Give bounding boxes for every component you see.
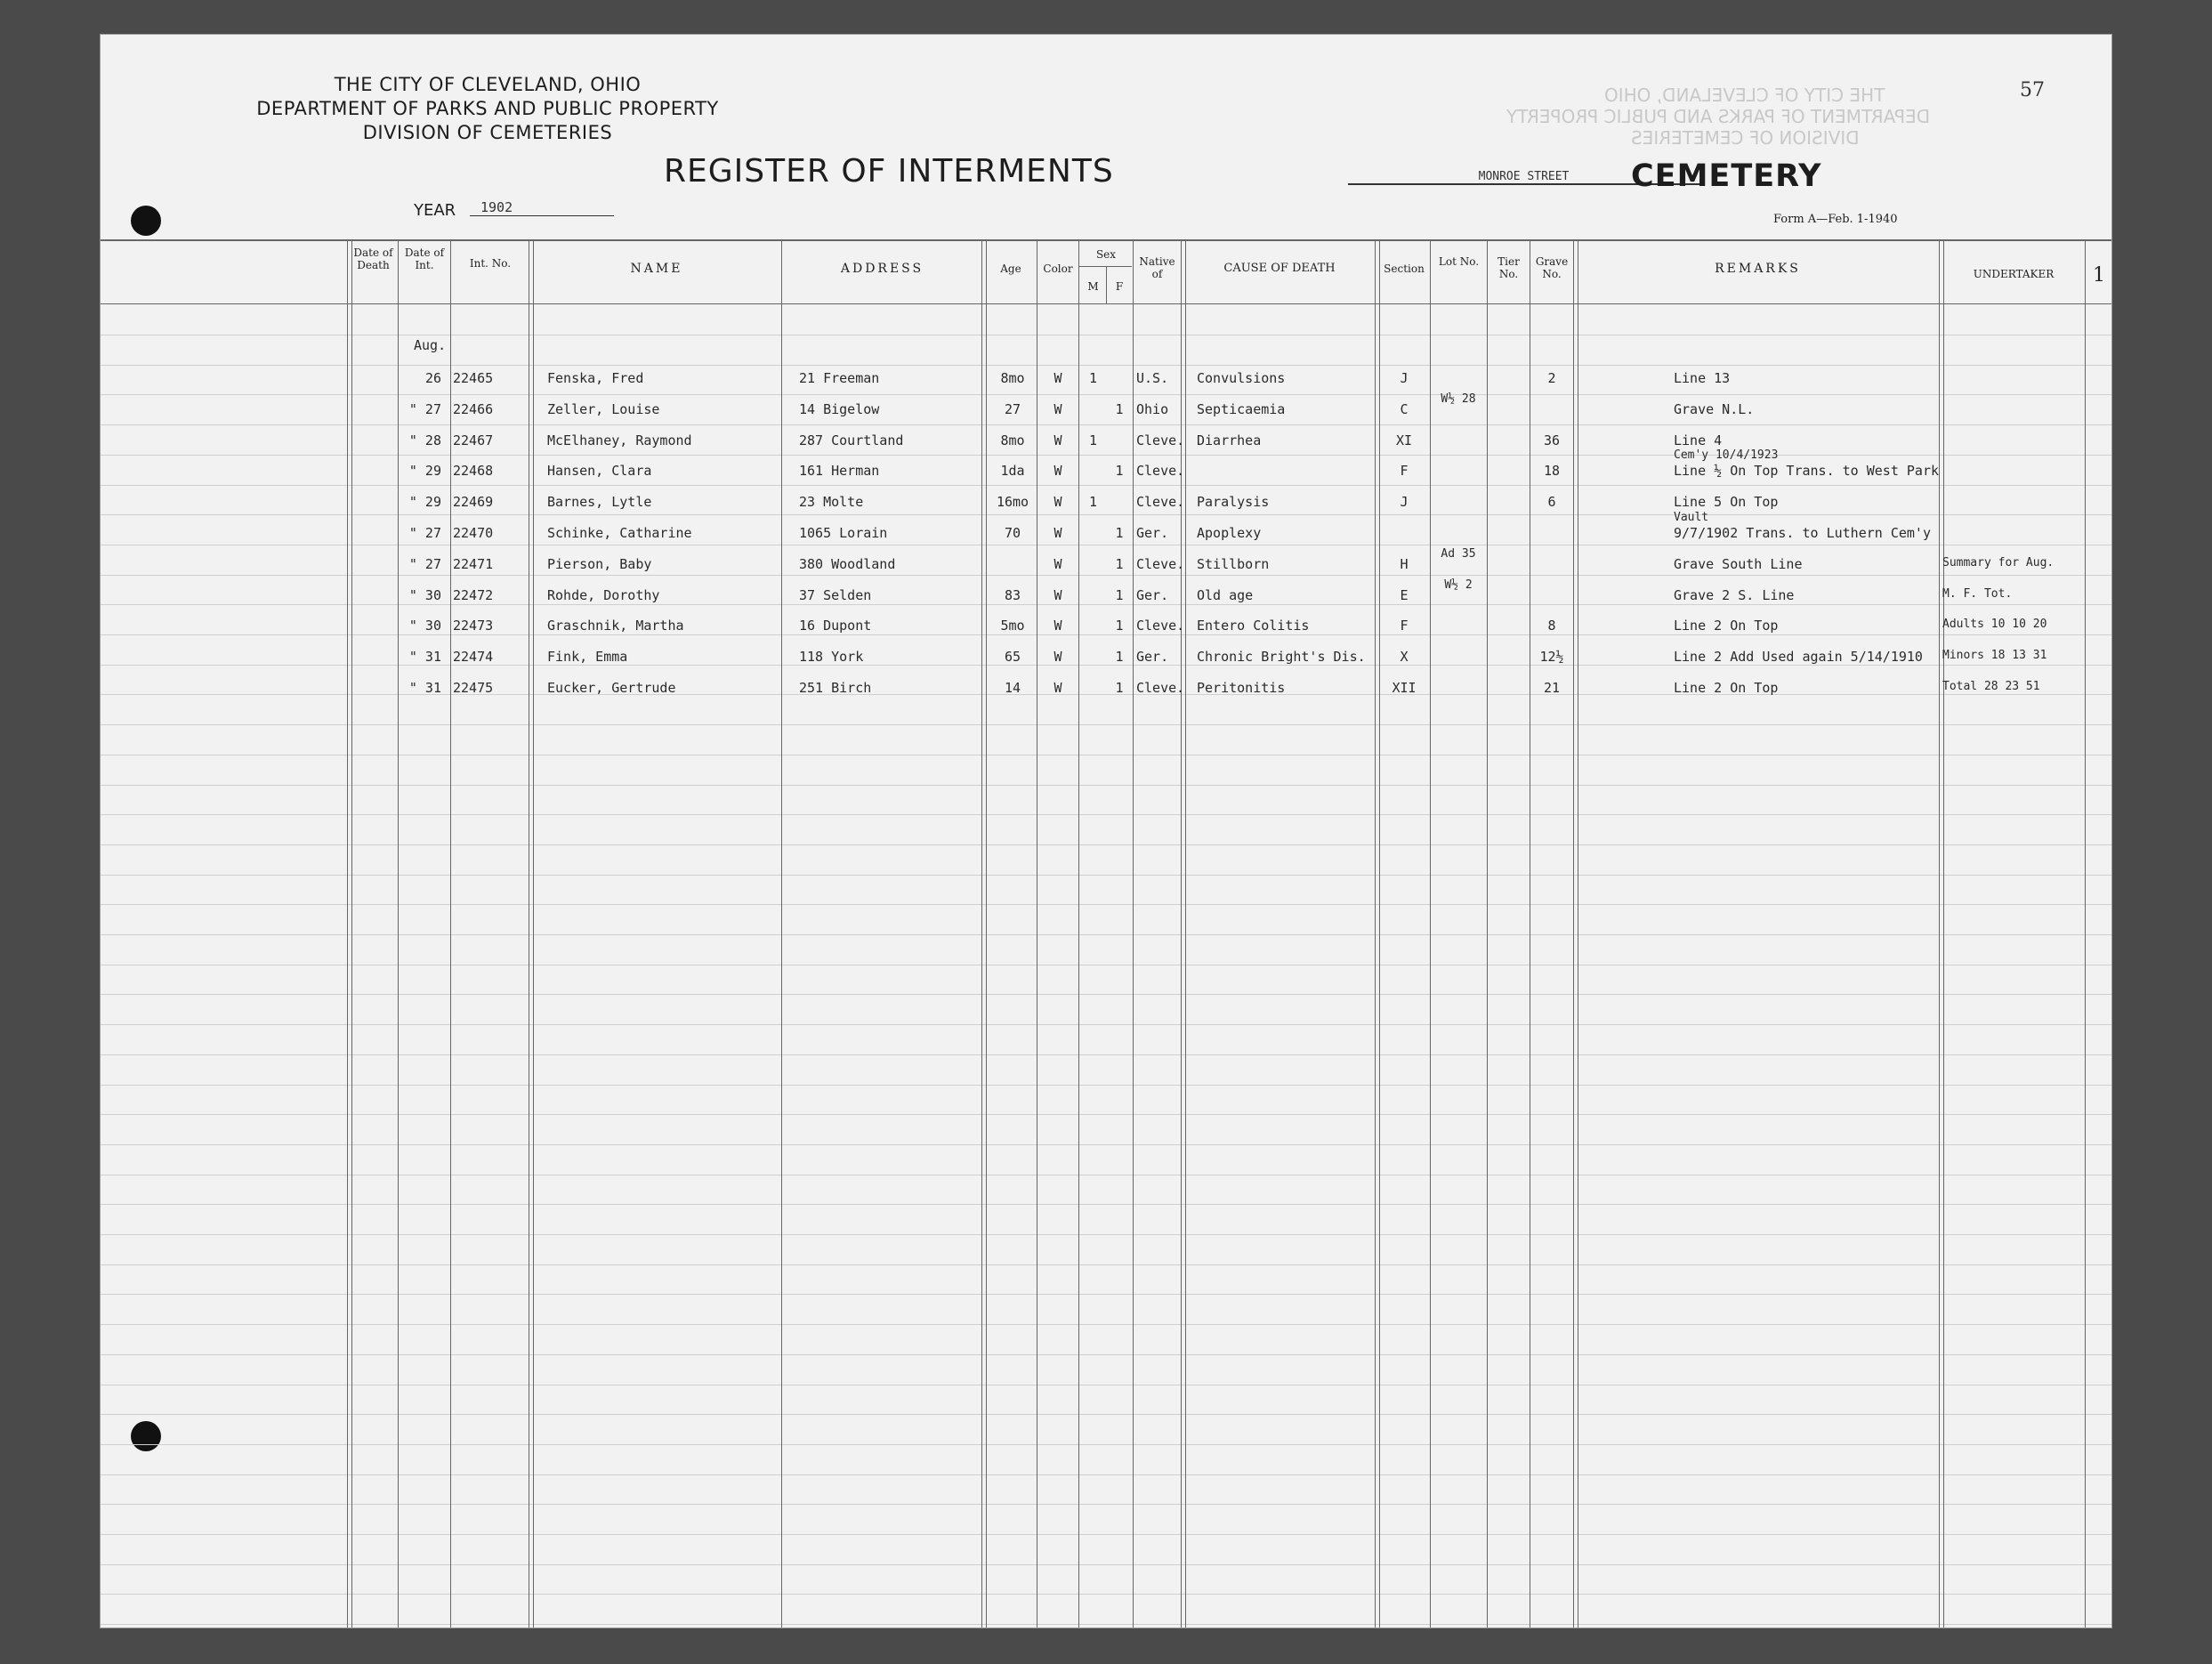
cell-native: Ger. <box>1136 649 1169 666</box>
cell-undertaker: Total 28 23 51 <box>1942 680 2040 693</box>
cell-section: J <box>1400 494 1409 511</box>
cell-address: 37 Selden <box>799 586 872 603</box>
month-label: Aug. <box>414 337 447 353</box>
cell-int-no: 22473 <box>453 618 494 634</box>
division-heading: DIVISION OF CEMETERIES <box>362 122 613 143</box>
cell-section: C <box>1400 400 1409 417</box>
cell-name: Fink, Emma <box>547 649 628 666</box>
cell-sex-f: 1 <box>1115 525 1124 541</box>
cell-int-no: 22468 <box>453 463 494 480</box>
cell-age: 5mo <box>1000 618 1025 634</box>
cell-native: Cleve. <box>1136 494 1185 511</box>
cell-sex-f: 1 <box>1115 618 1124 634</box>
col-age: Age <box>1000 263 1021 275</box>
cell-int-no: 22465 <box>453 370 494 386</box>
cell-date-of-int: " 28 <box>408 432 441 448</box>
cell-age: 14 <box>1004 680 1021 696</box>
cell-grave: 21 <box>1543 680 1561 696</box>
cell-native: U.S. <box>1136 370 1169 386</box>
cell-address: 14 Bigelow <box>799 400 880 417</box>
cell-name: Schinke, Catharine <box>547 525 692 541</box>
cell-color: W <box>1054 525 1062 541</box>
cell-name: Pierson, Baby <box>547 555 652 572</box>
cell-date-of-int: " 31 <box>408 649 441 666</box>
cell-native: Cleve. <box>1136 618 1185 634</box>
cell-date-of-int: " 27 <box>408 555 441 572</box>
col-tier: Tier No. <box>1498 255 1520 280</box>
cell-cause: Old age <box>1197 586 1254 603</box>
cell-name: Hansen, Clara <box>547 463 652 480</box>
cell-remarks: Line ½ On Top Trans. to West Park <box>1674 463 1940 480</box>
cell-remarks: Grave 2 S. Line <box>1674 586 1795 603</box>
cell-remarks-top: Vault <box>1674 511 1709 524</box>
cell-cause: Stillborn <box>1197 555 1270 572</box>
cell-color: W <box>1054 400 1062 417</box>
page-title: REGISTER OF INTERMENTS <box>664 153 1114 190</box>
cell-remarks-top: Cem'y 10/4/1923 <box>1674 448 1779 463</box>
cell-sex-m: 1 <box>1088 370 1098 386</box>
cell-age: 8mo <box>1000 432 1025 448</box>
col-color: Color <box>1043 263 1073 275</box>
cell-remarks: Line 2 On Top <box>1674 680 1779 696</box>
cell-age: 70 <box>1004 525 1021 541</box>
cell-remarks: 9/7/1902 Trans. to Luthern Cem'y <box>1674 525 1931 541</box>
cell-cause: Peritonitis <box>1197 680 1286 696</box>
cell-color: W <box>1054 555 1062 572</box>
cell-date-of-int: " 30 <box>408 586 441 603</box>
cell-remarks: Grave N.L. <box>1674 400 1755 417</box>
year-label: YEAR <box>414 201 456 220</box>
cell-date-of-int: " 31 <box>408 680 441 696</box>
col-sex-m: M <box>1087 280 1099 293</box>
cell-age: 8mo <box>1000 370 1025 386</box>
col-date-of-int: Date of Int. <box>404 246 445 271</box>
cell-cause: Chronic Bright's Dis. <box>1197 649 1366 666</box>
cell-name: Rohde, Dorothy <box>547 586 660 603</box>
cell-native: Cleve. <box>1136 555 1185 572</box>
cell-lot: Ad 35 <box>1441 546 1476 561</box>
cell-section: X <box>1400 649 1409 666</box>
cell-remarks: Line 5 On Top <box>1674 494 1779 511</box>
cell-date-of-int: " 29 <box>408 494 441 511</box>
cell-name: Zeller, Louise <box>547 400 660 417</box>
col-int-no: Int. No. <box>469 257 512 270</box>
cell-grave: 36 <box>1543 432 1561 448</box>
cell-cause: Apoplexy <box>1197 525 1262 541</box>
cell-native: Cleve. <box>1136 680 1185 696</box>
cell-address: 21 Freeman <box>799 370 880 386</box>
cell-remarks: Grave South Line <box>1674 555 1803 572</box>
form-number: Form A—Feb. 1-1940 <box>1773 213 1898 226</box>
cell-undertaker: Minors 18 13 31 <box>1942 649 2047 663</box>
cell-address: 287 Courtland <box>799 432 904 448</box>
cell-grave: 18 <box>1543 463 1561 480</box>
cell-color: W <box>1054 618 1062 634</box>
cell-cause: Diarrhea <box>1197 432 1262 448</box>
col-date-of-death: Date of Death <box>353 246 393 271</box>
cell-section: F <box>1400 618 1409 634</box>
cell-section: XII <box>1392 680 1417 696</box>
cell-name: Eucker, Gertrude <box>547 680 676 696</box>
col-native: Native of <box>1139 255 1175 280</box>
cell-color: W <box>1054 432 1062 448</box>
cell-color: W <box>1054 649 1062 666</box>
cell-date-of-int: " 27 <box>408 400 441 417</box>
interments-table <box>101 239 2111 1628</box>
binder-hole-top <box>131 206 161 236</box>
cell-grave: 12½ <box>1539 649 1564 666</box>
cell-sex-f: 1 <box>1115 586 1124 603</box>
cell-lot: W½ 2 <box>1444 578 1473 592</box>
cell-remarks: Line 13 <box>1674 370 1731 386</box>
col-name: NAME <box>630 262 683 276</box>
cell-remarks: Line 2 On Top <box>1674 618 1779 634</box>
cell-color: W <box>1054 463 1062 480</box>
cell-sex-f: 1 <box>1115 555 1124 572</box>
col-cause: CAUSE OF DEATH <box>1223 262 1336 275</box>
bleed-through: DIVISION OF CEMETERIES <box>1631 127 1860 149</box>
cell-sex-f: 1 <box>1115 463 1124 480</box>
cell-native: Cleve. <box>1136 463 1185 480</box>
cell-color: W <box>1054 494 1062 511</box>
cell-section: F <box>1400 463 1409 480</box>
cell-sex-f: 1 <box>1115 649 1124 666</box>
cell-cause: Septicaemia <box>1197 400 1286 417</box>
cell-cause: Convulsions <box>1197 370 1286 386</box>
cell-sex-m: 1 <box>1088 432 1098 448</box>
cell-grave: 6 <box>1547 494 1556 511</box>
cell-color: W <box>1054 370 1062 386</box>
cell-color: W <box>1054 680 1062 696</box>
cell-cause: Entero Colitis <box>1197 618 1310 634</box>
cell-int-no: 22467 <box>453 432 494 448</box>
cell-native: Ohio <box>1136 400 1169 417</box>
cell-name: Barnes, Lytle <box>547 494 652 511</box>
cell-lot: W½ 28 <box>1441 392 1476 406</box>
cell-remarks: Line 2 Add Used again 5/14/1910 <box>1674 649 1923 666</box>
cell-section: E <box>1400 586 1409 603</box>
cell-int-no: 22472 <box>453 586 494 603</box>
cell-address: 16 Dupont <box>799 618 872 634</box>
cell-age: 1da <box>1000 463 1025 480</box>
cell-age: 83 <box>1004 586 1021 603</box>
cell-undertaker: Summary for Aug. <box>1942 555 2055 569</box>
cell-grave: 2 <box>1547 370 1556 386</box>
cell-int-no: 22470 <box>453 525 494 541</box>
col-undertaker: UNDERTAKER <box>1973 268 2055 280</box>
col-remarks: REMARKS <box>1715 262 1801 276</box>
col-lot: Lot No. <box>1438 255 1480 268</box>
cell-age: 65 <box>1004 649 1021 666</box>
cell-grave: 8 <box>1547 618 1556 634</box>
bleed-through: DEPARTMENT OF PARKS AND PUBLIC PROPERTY <box>1506 106 1931 127</box>
cell-int-no: 22466 <box>453 400 494 417</box>
cell-section: J <box>1400 370 1409 386</box>
cell-undertaker: M. F. Tot. <box>1942 586 2013 601</box>
cell-native: Ger. <box>1136 525 1169 541</box>
cell-date-of-int: " 30 <box>408 618 441 634</box>
cell-address: 1065 Lorain <box>799 525 888 541</box>
register-page <box>100 34 2112 1628</box>
cell-name: Graschnik, Martha <box>547 618 684 634</box>
city-heading: THE CITY OF CLEVELAND, OHIO <box>334 74 642 95</box>
cemetery-name: MONROE STREET <box>1348 170 1699 185</box>
cell-address: 380 Woodland <box>799 555 896 572</box>
cell-cause: Paralysis <box>1197 494 1270 511</box>
cell-address: 251 Birch <box>799 680 872 696</box>
col-address: ADDRESS <box>840 262 924 276</box>
cell-sex-f: 1 <box>1115 680 1124 696</box>
cell-section: H <box>1400 555 1409 572</box>
cell-native: Cleve. <box>1136 432 1185 448</box>
cell-int-no: 22471 <box>453 555 494 572</box>
cell-age: 16mo <box>996 494 1029 511</box>
bleed-through: THE CITY OF CLEVELAND, OHIO <box>1604 85 1885 106</box>
cell-date-of-int: 26 <box>424 370 441 386</box>
cell-address: 118 York <box>799 649 864 666</box>
cell-sex-f: 1 <box>1115 400 1124 417</box>
cell-int-no: 22474 <box>453 649 494 666</box>
cell-name: Fenska, Fred <box>547 370 644 386</box>
cell-age: 27 <box>1004 400 1021 417</box>
cell-name: McElhaney, Raymond <box>547 432 692 448</box>
department-heading: DEPARTMENT OF PARKS AND PUBLIC PROPERTY <box>256 98 719 119</box>
cell-sex-m: 1 <box>1088 494 1098 511</box>
col-sex-f: F <box>1115 280 1124 293</box>
page-number: 57 <box>2020 79 2045 101</box>
cell-int-no: 22469 <box>453 494 494 511</box>
cell-undertaker: Adults 10 10 20 <box>1942 618 2047 632</box>
cemetery-label: CEMETERY <box>1631 158 1822 194</box>
cell-date-of-int: " 29 <box>408 463 441 480</box>
header-divider <box>101 303 2111 304</box>
cell-section: XI <box>1395 432 1413 448</box>
col-section: Section <box>1384 263 1425 275</box>
cell-color: W <box>1054 586 1062 603</box>
cell-native: Ger. <box>1136 586 1169 603</box>
cell-int-no: 22475 <box>453 680 494 696</box>
year-value: 1902 <box>470 199 614 216</box>
cell-remarks: Line 4 <box>1674 432 1723 448</box>
cell-address: 161 Herman <box>799 463 880 480</box>
cell-address: 23 Molte <box>799 494 864 511</box>
col-sex: Sex <box>1095 248 1117 261</box>
side-number: 1 <box>2093 264 2105 287</box>
cell-date-of-int: " 27 <box>408 525 441 541</box>
col-grave: Grave No. <box>1535 255 1569 280</box>
